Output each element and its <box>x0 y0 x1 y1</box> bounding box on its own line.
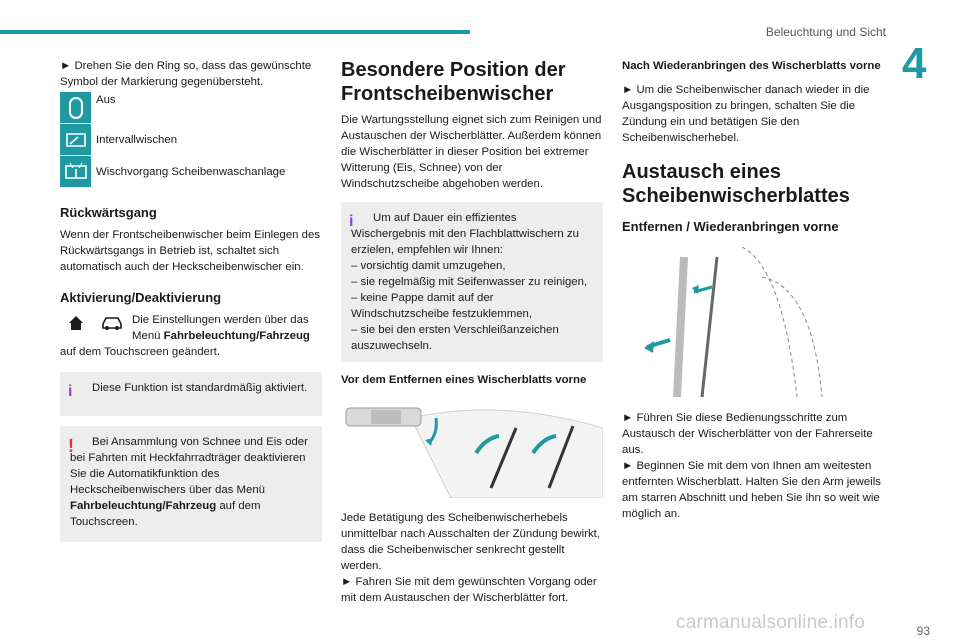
ring-instruction: ► Drehen Sie den Ring so, dass das gewünschte Symbol der Markierung gegenübersteht. <box>60 60 312 88</box>
section-title: Beleuchtung und Sicht <box>765 25 886 39</box>
column-2 <box>341 58 603 606</box>
symbol-label: Aus <box>96 94 116 106</box>
warning-text: Bei Ansammlung von Schnee und Eis oder bei Fahrten mit Heckfahrradträger deaktivieren Sie die Automatikfunktion des Heckscheibenwischers über das Menü Fahrbeleuchtung/Fahrzeug auf dem Touchscreen. <box>70 436 308 528</box>
wiper-lever-illustration <box>341 398 603 498</box>
replacement-step-1: ► Führen Sie diese Bedienungsschritte zum Austausch der Wischerblätter von der Fahrerseite aus. <box>622 412 873 456</box>
info-icon: i <box>349 213 354 230</box>
maintenance-text: Die Wartungsstellung eignet sich zum Reinigen und Austauschen der Wischerblätter. Außerdem können die Wischerblätter in dieser Position bei extremer Witterung (Eis, Schnee) von der Windschutzscheibe abgehoben werden. <box>341 114 602 190</box>
tip-item: – sie regelmäßig mit Seifenwasser zu reinigen, <box>351 276 588 288</box>
before-removal-heading: Vor dem Entfernen eines Wischerblatts vorne <box>341 374 587 386</box>
chapter-number: 4 <box>902 39 927 88</box>
tip-intro: Um auf Dauer ein effizientes Wischergebnis mit den Flachblattwischern zu erzielen, empfehlen wir Ihnen: <box>351 212 579 256</box>
symbol-label: Wischvorgang Scheibenwaschanlage <box>96 166 286 178</box>
reverse-heading: Rückwärtsgang <box>60 205 157 220</box>
page-number: 93 <box>916 624 930 638</box>
tip-item: – vorsichtig damit umzugehen, <box>351 260 506 272</box>
car-icon <box>96 312 127 334</box>
wiper-off-icon <box>60 92 91 123</box>
after-refit-heading: Nach Wiederanbringen des Wischerblatts vorne <box>622 60 881 72</box>
info-note <box>60 372 322 416</box>
replacement-heading: Austausch eines Scheibenwischerblattes <box>622 161 850 207</box>
activation-text: Die Einstellungen werden über das Menü Fahrbeleuchtung/Fahrzeug <box>132 314 310 342</box>
maintenance-heading: Besondere Position der Frontscheibenwischer <box>341 59 566 105</box>
symbol-label: Intervallwischen <box>96 134 178 146</box>
symbol-row-interval <box>60 124 322 156</box>
warning-note <box>60 426 322 542</box>
wiper-blade-illustration <box>622 247 887 402</box>
column-3 <box>622 58 887 522</box>
column-1 <box>60 58 322 552</box>
after-refit-step: ► Um die Scheibenwischer danach wieder in die Ausgangsposition zu bringen, schalten Sie die Zündung ein und betätigen Sie den Scheibenwischerhebel. <box>622 84 870 144</box>
info-note-text: Diese Funktion ist standardmäßig aktiviert. <box>92 382 308 394</box>
front-removal-heading: Entfernen / Wiederanbringen vorne <box>622 219 839 234</box>
tip-item: – keine Pappe damit auf der Windschutzscheibe festzuklemmen, <box>351 292 533 320</box>
reverse-text: Wenn der Frontscheibenwischer beim Einlegen des Rückwärtsgangs in Betrieb ist, schaltet sich automatisch auch der Heckscheibenwischer ein. <box>60 229 321 273</box>
tip-note <box>341 202 603 362</box>
activation-text-end: auf dem Touchscreen geändert. <box>60 346 220 358</box>
activation-heading: Aktivierung/Deaktivierung <box>60 290 222 305</box>
activation-row <box>60 312 322 344</box>
after-ignition-text: Jede Betätigung des Scheibenwischerhebels unmittelbar nach Ausschalten der Zündung bewirkt, dass die Scheibenwischer senkrecht gestellt werden. <box>341 512 600 572</box>
wiper-interval-icon <box>60 124 91 155</box>
header-accent-bar <box>0 30 470 34</box>
continue-step: ► Fahren Sie mit dem gewünschten Vorgang oder mit dem Austauschen der Wischerblätter fort. <box>341 576 597 604</box>
watermark: carmanualsonline.info <box>676 612 866 633</box>
replacement-step-2: ► Beginnen Sie mit dem von Ihnen am weitesten entfernten Wischerblatt. Halten Sie den Arm jeweils am starren Abschnitt und heben Sie ihn so weit wie möglich an. <box>622 460 881 520</box>
info-icon: i <box>68 383 73 400</box>
symbol-row-washer <box>60 156 322 188</box>
symbol-row-off <box>60 92 322 124</box>
wiper-washer-icon <box>60 156 91 187</box>
tip-item: – sie bei den ersten Verschleißanzeichen auszuwechseln. <box>351 324 559 352</box>
warning-icon: ! <box>68 436 74 456</box>
home-icon <box>60 312 91 334</box>
